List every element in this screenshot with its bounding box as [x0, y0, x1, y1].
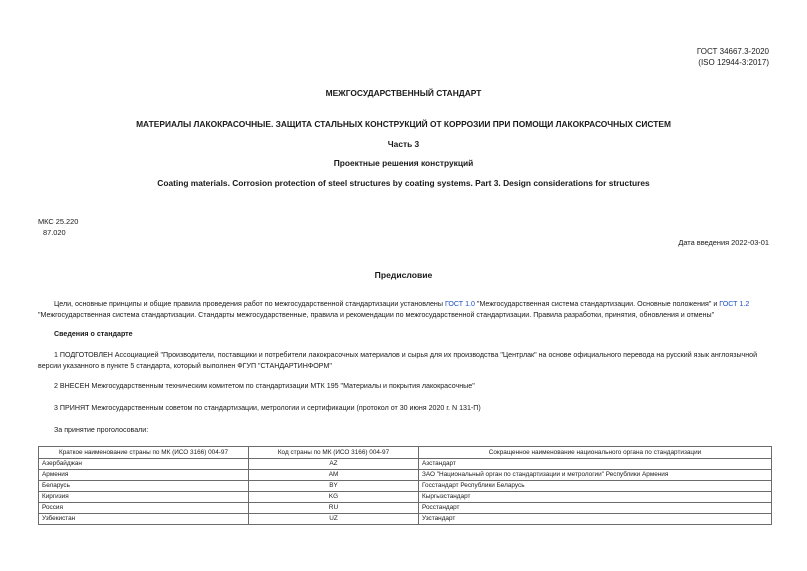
country-cell: Беларусь [39, 481, 249, 492]
info-item-3: 3 ПРИНЯТ Межгосударственным советом по стандартизации, метрологии и сертификации (протокол от 30 июня 2020 г. N 131-П) [54, 404, 481, 412]
standard-info-heading: Сведения о стандарте [54, 330, 133, 338]
column-header-code: Код страны по МК (ИСО 3166) 004-97 [249, 447, 419, 459]
country-cell: Армения [39, 470, 249, 481]
document-part: Часть 3 [387, 139, 420, 149]
column-header-body: Сокращенное наименование национального органа по стандартизации [419, 447, 772, 459]
gost-code [697, 46, 769, 68]
code-cell: AZ [249, 459, 419, 470]
preface-paragraph-1 [38, 299, 771, 321]
body-cell: Узстандарт [419, 514, 772, 525]
code-cell: UZ [249, 514, 419, 525]
mks-codes [38, 216, 78, 238]
standard-type: МЕЖГОСУДАРСТВЕННЫЙ СТАНДАРТ [325, 88, 482, 98]
voted-label: За принятие проголосовали: [54, 426, 149, 434]
document-title-en: Coating materials. Corrosion protection of steel structures by coating systems. Part 3. Design considerations for structures [157, 178, 650, 188]
body-cell: Кыргызстандарт [419, 492, 772, 503]
info-item-1-text: 1 ПОДГОТОВЛЕН Ассоциацией "Производители, поставщики и потребители лакокрасочных материалов и сырья для их производства "Центрлак" на основе официального перевода на русский язык англоязычной версии указанного в пункте 5 стандарта, который выполнен ФГУП "СТАНДАРТИНФОРМ" [38, 351, 758, 370]
table-row [39, 514, 772, 525]
code-cell: AM [249, 470, 419, 481]
table-row [39, 470, 772, 481]
table-header-row [39, 447, 772, 459]
info-item-1 [38, 350, 771, 372]
body-cell: Росстандарт [419, 503, 772, 514]
code-cell: RU [249, 503, 419, 514]
body-cell: Азстандарт [419, 459, 772, 470]
document-subtitle-ru: Проектные решения конструкций [333, 158, 474, 168]
p1-text-c: "Межгосударственная система стандартизации. Стандарты межгосударственные, правила и рекомендации по межгосударственной стандартизации. Правила разработки, принятия, обновления и отмены" [38, 311, 715, 319]
info-item-2: 2 ВНЕСЕН Межгосударственным техническим комитетом по стандартизации МТК 195 "Материалы и покрытия лакокрасочные" [54, 382, 475, 390]
voting-countries-table [38, 446, 772, 525]
table-row [39, 481, 772, 492]
table-row [39, 503, 772, 514]
document-title-ru: МАТЕРИАЛЫ ЛАКОКРАСОЧНЫЕ. ЗАЩИТА СТАЛЬНЫХ КОНСТРУКЦИЙ ОТ КОРРОЗИИ ПРИ ПОМОЩИ ЛАКОКРАСОЧНЫХ СИСТЕМ [136, 119, 671, 129]
iso-number: (ISO 12944-3:2017) [698, 58, 769, 67]
table-row [39, 492, 772, 503]
intro-date: Дата введения 2022-03-01 [678, 238, 769, 247]
column-header-country: Краткое наименование страны по МК (ИСО 3166) 004-97 [39, 447, 249, 459]
code-cell: KG [249, 492, 419, 503]
gost-number: ГОСТ 34667.3-2020 [696, 47, 769, 56]
p1-text-a: Цели, основные принципы и общие правила проведения работ по межгосударственной стандартизации установлены [54, 300, 445, 308]
country-cell: Россия [39, 503, 249, 514]
body-cell: ЗАО "Национальный орган по стандартизации и метрологии" Республики Армения [419, 470, 772, 481]
p1-text-b: "Межгосударственная система стандартизации. Основные положения" и [474, 300, 720, 308]
mks-code-2: 87.020 [43, 228, 66, 237]
code-cell: BY [249, 481, 419, 492]
mks-code-1: МКС 25.220 [38, 217, 79, 226]
gost-1-0-link[interactable]: ГОСТ 1.0 [444, 300, 475, 308]
gost-1-2-link[interactable]: ГОСТ 1.2 [719, 300, 750, 308]
country-cell: Киргизия [39, 492, 249, 503]
preface-heading: Предисловие [374, 270, 433, 280]
table-row [39, 459, 772, 470]
country-cell: Узбекистан [39, 514, 249, 525]
body-cell: Госстандарт Республики Беларусь [419, 481, 772, 492]
country-cell: Азербайджан [39, 459, 249, 470]
